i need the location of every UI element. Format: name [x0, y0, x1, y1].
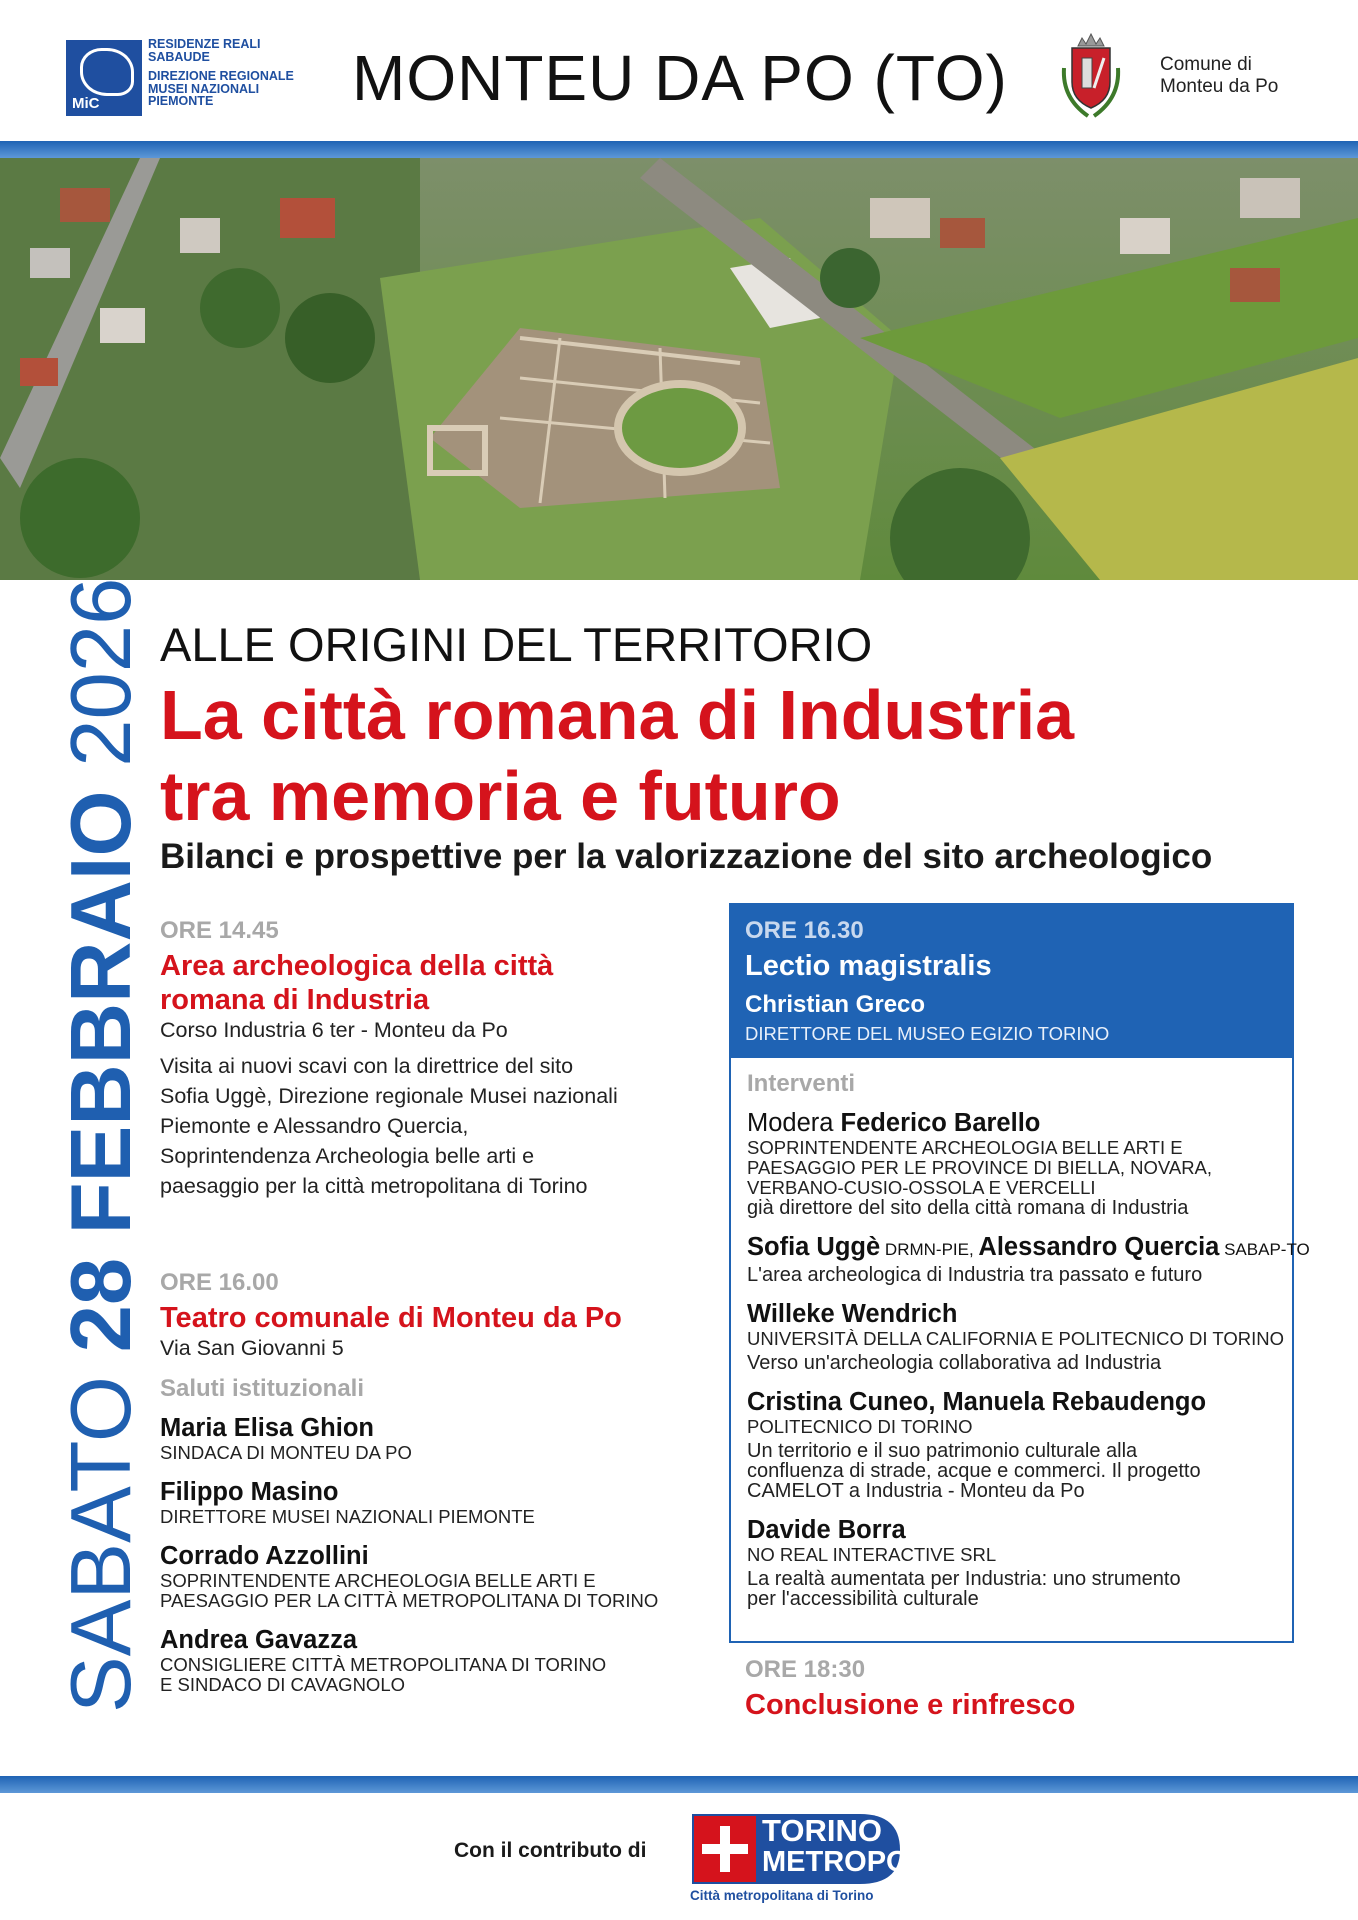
speaker: [160, 1625, 700, 1695]
speaker-name: Davide Borra: [747, 1516, 906, 1544]
bottom-blue-bar: [0, 1776, 1358, 1793]
aerial-photo-archaeological-site: [0, 158, 1358, 580]
speaker-role: CONSIGLIERE CITTÀ METROPOLITANA DI TORINO: [160, 1654, 607, 1675]
speaker-name: Willeke Wendrich: [747, 1300, 958, 1328]
speaker-name: Corrado Azzollini: [160, 1542, 369, 1570]
session-time: ORE 16.00: [160, 1269, 279, 1296]
lectio-magistralis-box: [729, 903, 1294, 1058]
mic-line: PIEMONTE: [148, 94, 214, 108]
venue-line: Area archeologica della città: [160, 950, 554, 982]
comune-label: [1160, 54, 1278, 98]
moderator: [747, 1108, 1287, 1138]
interventi-box: [729, 1058, 1310, 1643]
session-time: ORE 14.45: [160, 917, 279, 944]
session-time: ORE 16.30: [745, 917, 864, 944]
interventi-list: [747, 1070, 1310, 1610]
moderator-note: già direttore del sito della città romana di Industria: [747, 1197, 1189, 1219]
section-heading: Saluti istituzionali: [160, 1375, 365, 1402]
lectio-speaker-role: DIRETTORE DEL MUSEO EGIZIO TORINO: [745, 1023, 1110, 1044]
mic-line: MUSEI NAZIONALI: [148, 81, 260, 96]
logo-subtitle: Città metropolitana di Torino: [690, 1888, 874, 1903]
moderator-name: Federico Barello: [840, 1109, 1041, 1137]
speaker-role: DIRETTORE MUSEI NAZIONALI PIEMONTE: [160, 1506, 535, 1527]
description-line: Visita ai nuovi scavi con la direttrice del sito: [160, 1054, 574, 1078]
coat-of-arms-icon: [1058, 28, 1124, 120]
lectio-speaker-name: Christian Greco: [745, 991, 926, 1018]
talk-topic: L'area archeologica di Industria tra passato e futuro: [747, 1264, 1203, 1286]
speaker-role: UNIVERSITÀ DELLA CALIFORNIA E POLITECNICO DI TORINO: [747, 1328, 1284, 1349]
torino-metropoli-logo: [690, 1812, 935, 1906]
speaker-name: Maria Elisa Ghion: [160, 1414, 374, 1442]
speaker-role: POLITECNICO DI TORINO: [747, 1416, 973, 1437]
date-year: 2026: [54, 577, 149, 791]
speaker: [160, 1541, 700, 1611]
venue-line: romana di Industria: [160, 984, 430, 1016]
mic-logo: [66, 40, 142, 116]
talk-topic: Verso un'archeologia collaborativa ad Industria: [747, 1352, 1162, 1374]
session-time: ORE 18:30: [745, 1656, 866, 1683]
town-title: MONTEU DA PO (TO): [352, 42, 1008, 114]
mic-institution-text: [148, 38, 318, 108]
session-venue: Teatro comunale di Monteu da Po: [160, 1302, 622, 1334]
event-subtitle: Bilanci e prospettive per la valorizzazione del sito archeologico: [160, 837, 1213, 876]
logo-line2: METROPOLI: [762, 1846, 935, 1878]
speaker-name: Alessandro Quercia: [978, 1233, 1220, 1261]
moderator-role: SOPRINTENDENTE ARCHEOLOGIA BELLE ARTI E: [747, 1137, 1183, 1158]
moderator-role: VERBANO-CUSIO-OSSOLA E VERCELLI: [747, 1177, 1096, 1198]
speaker-role: PAESAGGIO PER LA CITTÀ METROPOLITANA DI TORINO: [160, 1590, 659, 1611]
talk-topic: CAMELOT a Industria - Monteu da Po: [747, 1480, 1085, 1502]
speaker: [160, 1413, 700, 1463]
speaker-name: Filippo Masino: [160, 1478, 339, 1506]
talk-topic: confluenza di strade, acque e commerci. Il progetto: [747, 1460, 1201, 1482]
comune-line: Comune di: [1160, 54, 1252, 75]
moderator-role: PAESAGGIO PER LE PROVINCE DI BIELLA, NOVARA,: [747, 1157, 1213, 1178]
speaker-role: SINDACA DI MONTEU DA PO: [160, 1442, 412, 1463]
speaker: [747, 1387, 1287, 1417]
mic-line: SABAUDE: [148, 49, 210, 64]
talk-topic: per l'accessibilità culturale: [747, 1588, 979, 1610]
speaker-affiliation: SABAP-TO: [1219, 1240, 1310, 1259]
closing-session: [745, 1656, 1075, 1722]
event-kicker: ALLE ORIGINI DEL TERRITORIO: [160, 618, 873, 671]
date-weekday: SABATO: [54, 1352, 149, 1713]
moderator-prefix: Modera: [747, 1109, 841, 1137]
event-title-line2: tra memoria e futuro: [160, 757, 841, 835]
description-line: Soprintendenza Archeologia belle arti e: [160, 1144, 535, 1168]
speaker-name: Sofia Uggè: [747, 1233, 881, 1261]
speaker-name: Manuela Rebaudengo: [942, 1388, 1207, 1416]
comune-line: Monteu da Po: [1160, 76, 1279, 97]
session-description: [160, 1051, 700, 1201]
closing-title: Conclusione e rinfresco: [745, 1689, 1076, 1721]
speaker-name: Cristina Cuneo: [747, 1388, 929, 1416]
mic-line: RESIDENZE REALI: [148, 37, 261, 51]
program-left-column: [160, 917, 700, 1695]
speaker-name: Andrea Gavazza: [160, 1626, 358, 1654]
lectio-title: Lectio magistralis: [745, 950, 992, 982]
session-address: Via San Giovanni 5: [160, 1336, 344, 1360]
description-line: Sofia Uggè, Direzione regionale Musei nazionali: [160, 1084, 618, 1108]
speaker: [160, 1477, 700, 1527]
speaker: [747, 1232, 1310, 1265]
mic-line: DIREZIONE REGIONALE: [148, 69, 294, 83]
event-title-line1: La città romana di Industria: [160, 676, 1075, 754]
session-address: Corso Industria 6 ter - Monteu da Po: [160, 1018, 508, 1042]
mic-emblem-icon: [80, 48, 134, 96]
date-day-month: 28 FEBBRAIO: [54, 790, 149, 1353]
section-heading: Interventi: [747, 1070, 856, 1097]
top-blue-bar: [0, 141, 1358, 158]
talk-topic: Un territorio e il suo patrimonio culturale alla: [747, 1440, 1138, 1462]
event-date-vertical: [54, 577, 149, 1713]
talk-topic: La realtà aumentata per Industria: uno strumento: [747, 1568, 1181, 1590]
session-venue: [160, 949, 700, 1017]
logo-line1: TORINO: [762, 1813, 882, 1848]
speaker-role: E SINDACO DI CAVAGNOLO: [160, 1674, 405, 1695]
contribution-label: Con il contributo di: [454, 1839, 647, 1862]
speaker-role: SOPRINTENDENTE ARCHEOLOGIA BELLE ARTI E: [160, 1570, 596, 1591]
description-line: Piemonte e Alessandro Quercia,: [160, 1114, 469, 1138]
speaker-separator: ,: [928, 1388, 943, 1416]
speaker-affiliation: DRMN-PIE,: [880, 1240, 979, 1259]
speaker-role: NO REAL INTERACTIVE SRL: [747, 1544, 997, 1565]
mic-logo-text: MiC: [72, 95, 100, 112]
description-line: paesaggio per la città metropolitana di Torino: [160, 1174, 588, 1198]
